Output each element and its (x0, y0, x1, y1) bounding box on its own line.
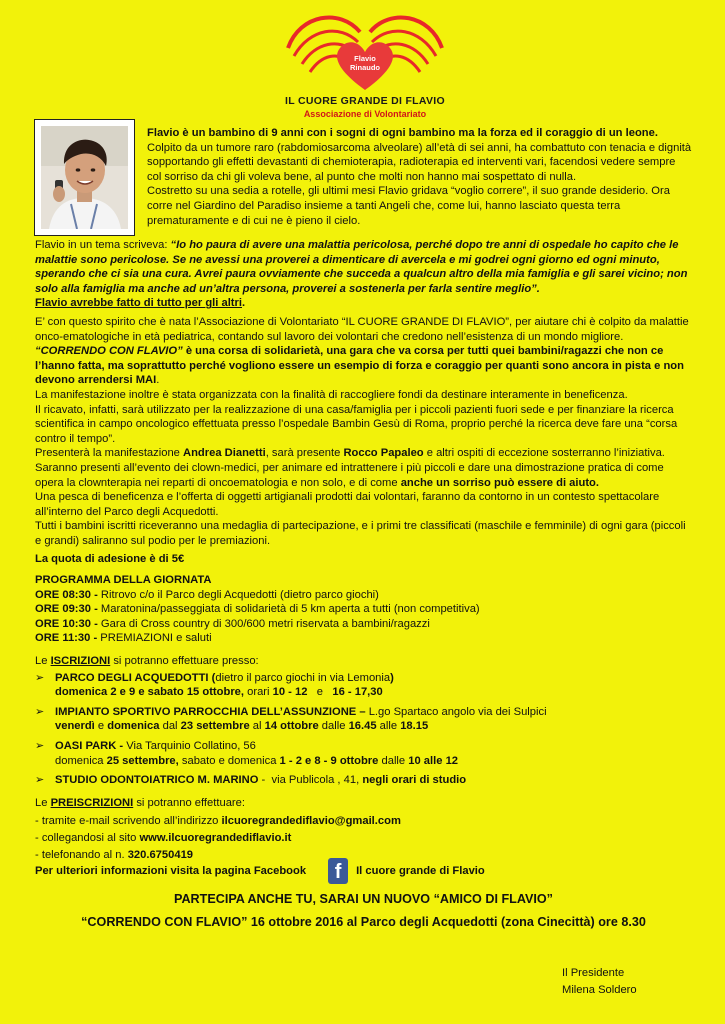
conj-3: al (249, 720, 265, 733)
date-2: 1 - 2 e 8 - 9 ottobre (279, 754, 379, 767)
location-name: PARCO DEGLI ACQUEDOTTI ( (55, 671, 216, 684)
registration-heading: ISCRIZIONI (50, 655, 111, 668)
registration-lead-a: Le (35, 655, 51, 668)
preregistration-heading: PREISCRIZIONI (50, 796, 134, 809)
pre-lead-a: Le (35, 796, 51, 809)
correndo-dot: . (156, 374, 160, 387)
email-link[interactable]: ilcuoregrandediflavio@gmail.com (221, 815, 401, 828)
conj-5: alle (376, 720, 401, 733)
email-lead: - tramite e-mail scrivendo all’indirizzo (35, 815, 222, 828)
quote-after-dot: . (242, 297, 246, 310)
phone-number[interactable]: 320.6750419 (127, 848, 194, 861)
phone-lead: - telefonando al n. (35, 848, 128, 861)
manifestation-paragraph: La manifestazione inoltre è stata organizzata con la finalità di raccogliere fondi da destinare interamente in beneficenza. (35, 388, 628, 401)
clown-highlight: anche un sorriso può essere di aiuto. (400, 476, 600, 489)
logo-subtitle: Associazione di Volontariato (303, 109, 427, 119)
intro-section (147, 126, 692, 228)
website-link[interactable]: www.ilcuoregrandediflavio.it (139, 831, 292, 844)
registration-lead-c: si potranno effettuare presso: (110, 655, 259, 668)
call-to-action-1: PARTECIPA ANCHE TU, SARAI UN NUOVO “AMICO DI FLAVIO” (174, 892, 553, 907)
presenter-text-a: Presenterà la manifestazione (35, 447, 184, 460)
correndo-title: “CORRENDO CON FLAVIO” (35, 345, 183, 358)
hour-to: 18.15 (400, 720, 429, 733)
facebook-lead: Per ulteriori informazioni visita la pagina Facebook (35, 865, 307, 878)
program-time: ORE 10:30 - (35, 617, 98, 630)
clown-paragraph (35, 461, 692, 490)
quote-lead: Flavio in un tema scriveva: (35, 239, 171, 251)
charity-paragraph: Una pesca di beneficenza e l’offerta di oggetti artigianali prodotti dai volontari, faranno da contorno in un contesto spettacolare all’interno del Parco degli Acquedotti. (35, 491, 660, 518)
guest-name: Rocco Papaleo (343, 447, 424, 460)
location-address: - via Publicola , 41, (258, 774, 363, 787)
registration-location-1 (35, 671, 692, 700)
arrow-bullet-icon: ➢ (35, 705, 45, 718)
location-hours-2: 16 - 17,30 (332, 686, 383, 699)
location-hours: negli orari di studio (362, 774, 467, 787)
program-section (35, 573, 692, 646)
preregistration-section (35, 796, 692, 884)
signature-name: Milena Soldero (562, 983, 637, 996)
signature-block (562, 966, 672, 997)
proceeds-paragraph: Il ricavato, infatti, sarà utilizzato per la realizzazione di una casa/famiglia per i piccoli pazienti fuori sede e per finanziare la ricerca scientifica in campo oncologico effettuata presso l’ospedale Bambin Gesù di Roma, proprio perché la ricerca deve fare una “corsa contro il tempo”. (35, 403, 678, 445)
day-2: domenica (107, 720, 160, 733)
registration-location-3 (35, 739, 692, 768)
call-to-action-2: “CORRENDO CON FLAVIO” 16 ottobre 2016 al Parco degli Acquedotti (zona Cinecittà) ore 8.30 (81, 914, 646, 929)
location-address: Via Tarquinio Collatino, 56 (123, 740, 256, 752)
hour-from: 16.45 (348, 720, 377, 733)
intro-lead: Flavio è un bambino di 9 anni con i sogni di ogni bambino ma la forza ed il coraggio di un leone. (147, 127, 658, 139)
location-name: STUDIO ODONTOIATRICO M. MARINO (55, 774, 259, 787)
quote-paragraph (35, 238, 692, 311)
program-desc: Maratonina/passeggiata di solidarietà di 5 km aperta a tutti (non competitiva) (97, 603, 480, 616)
heart-line-2: Rinaudo (350, 63, 380, 72)
heart-line-1: Flavio (354, 54, 376, 63)
intro-paragraph-2: Costretto su una sedia a rotelle, gli ultimi mesi Flavio gridava “voglio correre”, il suo grande desiderio. Ora corre nel Giardino del Paradiso insieme a tanti Angeli che, come lui, hanno lasciato questa terra prematuramente e di cui ne è pieno il cielo. (147, 185, 670, 227)
date-1: 25 settembre, (106, 754, 179, 767)
intro-paragraph-1 (147, 126, 692, 184)
child-photo (34, 119, 135, 236)
facebook-line (35, 858, 692, 884)
child-portrait-icon (41, 126, 128, 229)
registration-lead (35, 654, 692, 669)
association-logo (280, 8, 450, 119)
location-address: L.go Spartaco angolo via dei Sulpici (365, 705, 547, 718)
conj: dalle (378, 754, 409, 767)
location-hours-1: 10 - 12 (272, 686, 308, 699)
program-item (35, 631, 692, 646)
registration-location-4 (35, 773, 692, 788)
conj-1: e (94, 720, 108, 733)
correndo-paragraph (35, 344, 692, 388)
location-name: OASI PARK - (55, 740, 124, 752)
arrow-bullet-icon: ➢ (35, 774, 45, 787)
preregistration-lead (35, 796, 692, 811)
location-close: ) (390, 671, 394, 684)
flavio-quote: “Io ho paura di avere una malattia pericolosa, perché dopo tre anni di ospedale ho capito che le malattie sono pericolose. Se ne avessi una proverei a dimenticare di avercela e mi godrei ogni giorno ed ogni minuto, sperando che ci sia una cura. Avrei paura ovviamente che succeda a qualcun altro della mia famiglia e gli sarei vicino; non solo alla famiglia ma anche ad un’altra persona, proverei a sostenerla per farla sentire meglio”. (35, 239, 688, 295)
conj-2: dal (159, 720, 181, 733)
program-item (35, 617, 692, 632)
day-1: venerdì (55, 720, 95, 733)
day-text-2: sabato e domenica (178, 754, 280, 767)
day-text: domenica (55, 754, 107, 767)
program-time: ORE 09:30 - (35, 603, 98, 616)
registration-location-2 (35, 705, 692, 734)
program-time: ORE 08:30 - (35, 588, 98, 601)
program-desc: PREMIAZIONI e saluti (97, 632, 212, 645)
fee-text: La quota di adesione è di 5€ (35, 553, 185, 566)
pre-lead-c: si potranno effettuare: (133, 796, 245, 809)
hands-heart-logo-icon (280, 8, 450, 94)
heart-text (280, 54, 450, 72)
location-dates: domenica 2 e 9 e sabato 15 ottobre, (55, 686, 245, 699)
arrow-bullet-icon: ➢ (35, 740, 45, 752)
presenter-text-e: e altri ospiti di eccezione sosterranno l’iniziativa. (423, 447, 665, 460)
email-line (35, 814, 692, 829)
program-item (35, 602, 692, 617)
registration-section (35, 654, 692, 788)
date-from: 23 settembre (180, 720, 250, 733)
location-detail: dietro il parco giochi in via Lemonia (215, 671, 391, 684)
program-item (35, 588, 692, 603)
site-line (35, 831, 692, 846)
program-desc: Ritrovo c/o il Parco degli Acquedotti (dietro parco giochi) (97, 588, 379, 601)
program-desc: Gara di Cross country di 300/600 metri riservata a bambini/ragazzi (97, 617, 430, 630)
fee-line (35, 552, 692, 567)
location-name: IMPIANTO SPORTIVO PARROCCHIA DELL’ASSUNZIONE – (55, 705, 366, 718)
presenter-name: Andrea Dianetti (183, 447, 266, 460)
intro-story: Colpito da un tumore raro (rabdomiosarcoma alveolare) all’età di sei anni, ha combattuto con tenacia e dignità sopportando gli effetti devastanti di chemioterapia, radioterapia ed interventi vari, facendosi vedere sempre col sorriso da chi gli voleva bene, al punto che molti non hanno mai sospettato di nulla. (147, 141, 692, 183)
hours: 10 alle 12 (408, 754, 459, 767)
quote-after: Flavio avrebbe fatto di tutto per gli altri (35, 297, 242, 310)
program-title-text: PROGRAMMA DELLA GIORNATA (35, 574, 212, 587)
signature-role: Il Presidente (562, 967, 625, 979)
program-time: ORE 11:30 - (35, 632, 98, 645)
presenters-paragraph (35, 446, 692, 461)
location-and: e (307, 686, 333, 699)
conj-4: dalle (318, 720, 349, 733)
date-to: 14 ottobre (264, 720, 319, 733)
association-paragraph: E’ con questo spirito che è nata l’Associazione di Volontariato “IL CUORE GRANDE DI FLAVIO”, per aiutare chi è colpito da malattie onco-ematologiche in età pediatrica, contando sul lavoro dei volontari che credono nell’esistenza di un mondo migliore. (35, 315, 689, 343)
correndo-description: è una corsa di solidarietà, una gara che va corsa per tutti quei bambini/ragazzi che non ce l’hanno fatta, ma soprattutto perché vogliono essere un esempio di forza e coraggio per quanti sono ancora in pista e non devono arrendersi MAI (35, 345, 684, 387)
site-lead: - collegandosi al sito (35, 831, 140, 844)
program-title (35, 573, 692, 588)
facebook-icon[interactable]: f (328, 858, 348, 884)
logo-name: IL CUORE GRANDE DI FLAVIO (285, 95, 445, 107)
facebook-page-link[interactable]: Il cuore grande di Flavio (356, 865, 485, 878)
medal-paragraph: Tutti i bambini iscritti riceveranno una medaglia di partecipazione, e i primi tre classificati (maschile e femminile) di ogni gara (piccoli e grandi) saliranno sul podio per le premiazioni. (35, 520, 686, 547)
clown-text: Saranno presenti all’evento dei clown-medici, per animare ed intrattenere i più piccoli e dare una dimostrazione pratica di come opera la clownterapia nei reparti di oncoematologia e non solo, e di come (35, 461, 664, 489)
presenter-text-c: , sarà presente (265, 447, 344, 460)
main-body (35, 238, 692, 929)
arrow-bullet-icon: ➢ (35, 671, 45, 684)
location-orari: orari (244, 686, 273, 699)
